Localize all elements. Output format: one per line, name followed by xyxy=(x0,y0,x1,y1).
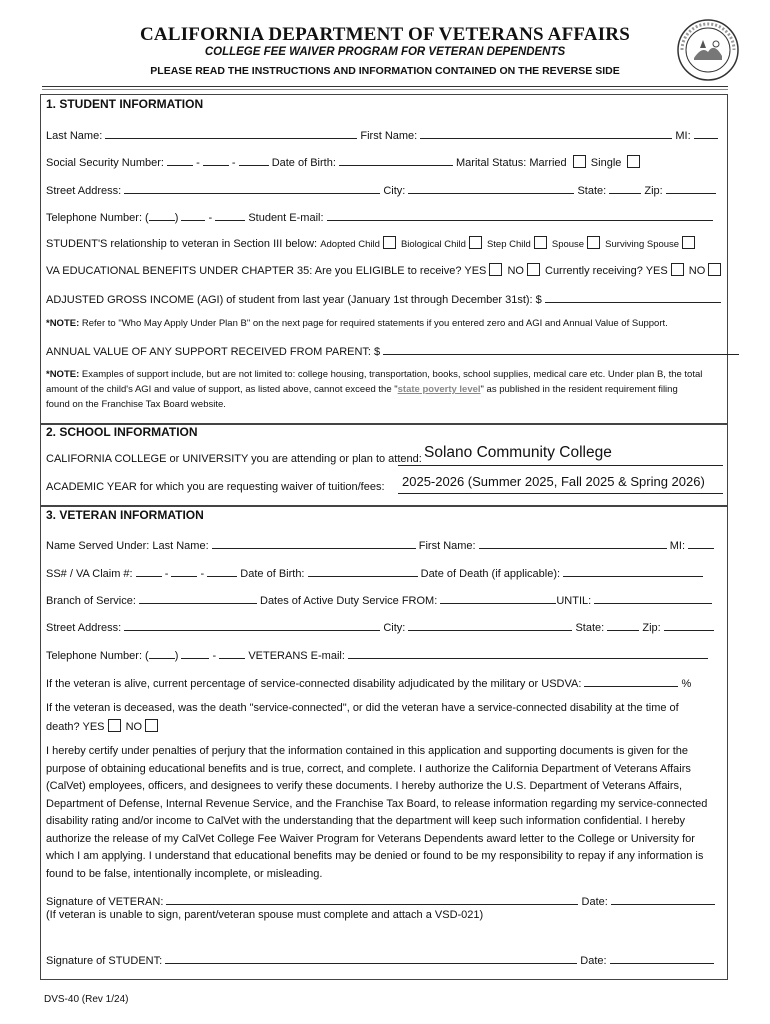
support-field[interactable] xyxy=(383,343,739,355)
veteran-signature-row xyxy=(46,893,715,908)
student-date-field[interactable] xyxy=(610,952,714,964)
mi-label: MI: xyxy=(675,130,691,142)
note-2-line-1 xyxy=(46,369,702,380)
college-label: CALIFORNIA COLLEGE or UNIVERSITY you are attending or plan to attend: xyxy=(46,453,422,465)
vet-ss-label: SS# / VA Claim #: xyxy=(46,568,133,580)
street-label: Street Address: xyxy=(46,185,122,197)
unable-to-sign-note: (If veteran is unable to sign, parent/veteran spouse must complete and attach a VSD-021) xyxy=(46,909,484,921)
percent-sign: % xyxy=(681,678,692,690)
support-label: ANNUAL VALUE OF ANY SUPPORT RECEIVED FROM PARENT: $ xyxy=(46,346,381,358)
student-address-row xyxy=(46,182,716,197)
eligible-yes-checkbox[interactable] xyxy=(489,263,502,276)
single-label: Single xyxy=(590,157,622,169)
vet-mi-label: MI: xyxy=(669,540,686,552)
first-name-field[interactable] xyxy=(420,127,672,139)
dob-label: Date of Birth: xyxy=(271,157,336,169)
ssn-field-1[interactable] xyxy=(167,154,193,166)
va-benefits-label: VA EDUCATIONAL BENEFITS UNDER CHAPTER 35: Are you ELIGIBLE to receive? xyxy=(46,265,462,277)
spouse-label: Spouse xyxy=(551,239,585,250)
certification-text: I hereby certify under penalties of perjury that the information contained in this application and supporting documents is given for the purpose of obtaining educational benefits and is true, correct, and complete. I authorize the California Department of Veterans Affairs (CalVet) employees, officers, and designees to verify these documents. I hereby authorize the U.S. Department of Veterans Affairs, Department of Defense, Internal Revenue Service, and the Franchise Tax Board, to release information regarding my service-connected disability rating and/or income to CalVet with the understanding that the department will keep such information confidential. I hereby authorize the release of my CalVet College Fee Waiver Program for Veterans Dependents award letter to the College or University for which I am applying. I understand that educational benefits may be denied or found to be my responsibility to repay if any information is found to be false, intentionally incomplete, or misleading. xyxy=(46,745,708,880)
telephone-label: Telephone Number: ( xyxy=(46,212,149,224)
form-number: DVS-40 (Rev 1/24) xyxy=(44,994,129,1005)
student-phone-row: Telephone Number: ( ) - Student E-mail: xyxy=(46,209,713,224)
surviving-spouse-label: Surviving Spouse xyxy=(605,239,680,250)
deceased-line-2 xyxy=(46,719,160,733)
ssn-field-3[interactable] xyxy=(239,154,269,166)
note-2-text-2a: amount of the child's AGI and value of support, as listed above, cannot exceed the " xyxy=(46,384,398,395)
single-checkbox[interactable] xyxy=(627,155,640,168)
veteran-phone-row: Telephone Number: ( ) - VETERANS E-mail: xyxy=(46,647,708,662)
academic-year-field[interactable]: 2025-2026 (Summer 2025, Fall 2025 & Spring 2026) xyxy=(402,474,705,489)
agi-label: ADJUSTED GROSS INCOME (AGI) of student from last year (January 1st through December 31st): $ xyxy=(46,294,542,306)
vet-street-field[interactable] xyxy=(124,619,380,631)
state-poverty-level-link[interactable]: state poverty level xyxy=(397,384,481,395)
vet-first-name-field[interactable] xyxy=(479,537,667,549)
receiving-no-checkbox[interactable] xyxy=(708,263,721,276)
student-signature-row xyxy=(46,952,714,967)
ssn-label: Social Security Number: xyxy=(46,157,164,169)
college-field[interactable]: Solano Community College xyxy=(424,444,612,461)
note-2-line-2 xyxy=(46,384,678,395)
mi-field[interactable] xyxy=(694,127,718,139)
note-2-text-2b: " as published in the resident requirement filing xyxy=(480,384,678,395)
student-signature-field[interactable] xyxy=(165,952,577,964)
state-field[interactable] xyxy=(609,182,641,194)
vet-first-name-label: First Name: xyxy=(418,540,476,552)
biological-child-label: Biological Child xyxy=(400,239,466,250)
active-duty-until-label: UNTIL: xyxy=(556,595,592,607)
state-seal-icon xyxy=(676,18,740,82)
note-1 xyxy=(46,318,668,329)
note-2-line-3: found on the Franchise Tax Board website. xyxy=(46,399,226,410)
header-rule xyxy=(42,86,728,87)
marital-label: Marital Status: Married xyxy=(456,157,567,169)
note-1-text: Refer to "Who May Apply Under Plan B" on the next page for required statements if you entered zero and AGI and Annual Value of Support. xyxy=(81,318,668,329)
last-name-label: Last Name: xyxy=(46,130,103,142)
veteran-date-field[interactable] xyxy=(611,893,715,905)
disability-row xyxy=(46,675,691,690)
eligible-no-checkbox[interactable] xyxy=(527,263,540,276)
disability-percent-label: If the veteran is alive, current percentage of service-connected disability adjudicated by the military or USDVA: xyxy=(46,678,582,690)
vet-state-field[interactable] xyxy=(607,619,639,631)
vet-email-field[interactable] xyxy=(348,647,708,659)
active-duty-until-field[interactable] xyxy=(594,592,712,604)
disability-percent-field[interactable] xyxy=(584,675,678,687)
first-name-label: First Name: xyxy=(360,130,418,142)
street-field[interactable] xyxy=(124,182,380,194)
active-duty-from-label: Dates of Active Duty Service FROM: xyxy=(260,595,438,607)
vet-zip-label: Zip: xyxy=(642,622,661,634)
student-name-row xyxy=(46,127,718,142)
veteran-service-row xyxy=(46,592,712,607)
header-rule-thin xyxy=(42,89,728,90)
student-section-heading: 1. STUDENT INFORMATION xyxy=(46,97,204,111)
state-label: State: xyxy=(577,185,607,197)
va-benefits-row xyxy=(46,263,723,277)
form-instructions: PLEASE READ THE INSTRUCTIONS AND INFORMATION CONTAINED ON THE REVERSE SIDE xyxy=(150,65,620,77)
academic-year-label: ACADEMIC YEAR for which you are requesting waiver of tuition/fees: xyxy=(46,481,385,493)
agi-row xyxy=(46,291,721,306)
veteran-address-row xyxy=(46,619,714,634)
receiving-yes-label: YES xyxy=(645,265,668,277)
death-yes-label: death? YES xyxy=(46,721,105,733)
vet-dod-label: Date of Death (if applicable): xyxy=(420,568,561,580)
vet-dob-label: Date of Birth: xyxy=(240,568,305,580)
phone-field-2[interactable] xyxy=(215,209,245,221)
support-row xyxy=(46,343,739,358)
vet-phone-field-2[interactable] xyxy=(219,647,245,659)
biological-child-checkbox[interactable] xyxy=(469,236,482,249)
eligible-no-label: NO xyxy=(507,265,524,277)
zip-field[interactable] xyxy=(666,182,716,194)
relationship-row xyxy=(46,236,697,250)
veteran-ss-row: SS# / VA Claim #: - - Date of Birth: Date of Death (if applicable): xyxy=(46,565,703,580)
adopted-child-checkbox[interactable] xyxy=(383,236,396,249)
form-subtitle: COLLEGE FEE WAIVER PROGRAM FOR VETERAN DEPENDENTS xyxy=(204,46,566,58)
vet-telephone-label: Telephone Number: ( xyxy=(46,650,149,662)
city-label: City: xyxy=(383,185,406,197)
vet-ss-field-3[interactable] xyxy=(207,565,237,577)
student-ssn-row: Social Security Number: - - Date of Birth: Marital Status: Married Single xyxy=(46,154,642,169)
zip-label: Zip: xyxy=(644,185,663,197)
email-field[interactable] xyxy=(327,209,713,221)
veteran-signature-field[interactable] xyxy=(166,893,578,905)
vet-ss-field-1[interactable] xyxy=(136,565,162,577)
veteran-name-row xyxy=(46,537,714,552)
step-child-label: Step Child xyxy=(486,239,531,250)
married-checkbox[interactable] xyxy=(573,155,586,168)
relationship-label: STUDENT'S relationship to veteran in Section III below: xyxy=(46,238,318,250)
vet-last-name-field[interactable] xyxy=(212,537,416,549)
vet-state-label: State: xyxy=(575,622,605,634)
vet-city-field[interactable] xyxy=(408,619,572,631)
academic-year-underline xyxy=(398,493,723,494)
vet-dod-field[interactable] xyxy=(563,565,703,577)
phone-field-1[interactable] xyxy=(181,209,205,221)
eligible-yes-label: YES xyxy=(464,265,487,277)
student-date-label: Date: xyxy=(580,955,607,967)
adopted-child-label: Adopted Child xyxy=(320,239,380,250)
vet-dob-field[interactable] xyxy=(308,565,418,577)
deceased-line-1: If the veteran is deceased, was the death "service-connected", or did the veteran have a service-connected disability at the time of xyxy=(46,702,679,714)
branch-field[interactable] xyxy=(139,592,257,604)
vet-city-label: City: xyxy=(383,622,406,634)
note-1-bold: *NOTE: xyxy=(46,318,80,329)
death-no-checkbox[interactable] xyxy=(145,719,158,732)
school-section-heading: 2. SCHOOL INFORMATION xyxy=(46,425,198,439)
form-title: CALIFORNIA DEPARTMENT OF VETERANS AFFAIRS xyxy=(140,24,630,45)
death-no-label: NO xyxy=(125,721,143,733)
step-child-checkbox[interactable] xyxy=(534,236,547,249)
vet-last-name-label: Name Served Under: Last Name: xyxy=(46,540,209,552)
branch-label: Branch of Service: xyxy=(46,595,136,607)
veteran-date-label: Date: xyxy=(581,896,608,908)
vet-zip-field[interactable] xyxy=(664,619,714,631)
vet-email-label: VETERANS E-mail: xyxy=(248,650,345,662)
area-code-field[interactable] xyxy=(149,209,175,221)
student-signature-label: Signature of STUDENT: xyxy=(46,955,163,967)
ssn-field-2[interactable] xyxy=(203,154,229,166)
agi-field[interactable] xyxy=(545,291,721,303)
spouse-checkbox[interactable] xyxy=(587,236,600,249)
vet-ss-field-2[interactable] xyxy=(171,565,197,577)
vet-mi-field[interactable] xyxy=(688,537,714,549)
email-label: Student E-mail: xyxy=(248,212,324,224)
active-duty-from-field[interactable] xyxy=(440,592,556,604)
college-underline xyxy=(398,465,723,466)
veteran-signature-label: Signature of VETERAN: xyxy=(46,896,164,908)
surviving-spouse-checkbox[interactable] xyxy=(682,236,695,249)
vet-phone-field-1[interactable] xyxy=(181,647,209,659)
dob-field[interactable] xyxy=(339,154,453,166)
vet-area-code-field[interactable] xyxy=(149,647,175,659)
currently-receiving-label: Currently receiving? xyxy=(545,265,643,277)
note-2-bold: *NOTE: xyxy=(46,369,80,380)
city-field[interactable] xyxy=(408,182,574,194)
receiving-yes-checkbox[interactable] xyxy=(671,263,684,276)
receiving-no-label: NO xyxy=(688,265,706,277)
last-name-field[interactable] xyxy=(105,127,357,139)
death-yes-checkbox[interactable] xyxy=(108,719,121,732)
note-2-text-1: Examples of support include, but are not limited to: college housing, transportation, books, school supplies, medical care etc. Under plan B, the total xyxy=(81,369,703,380)
vet-street-label: Street Address: xyxy=(46,622,122,634)
veteran-section-heading: 3. VETERAN INFORMATION xyxy=(46,508,204,522)
